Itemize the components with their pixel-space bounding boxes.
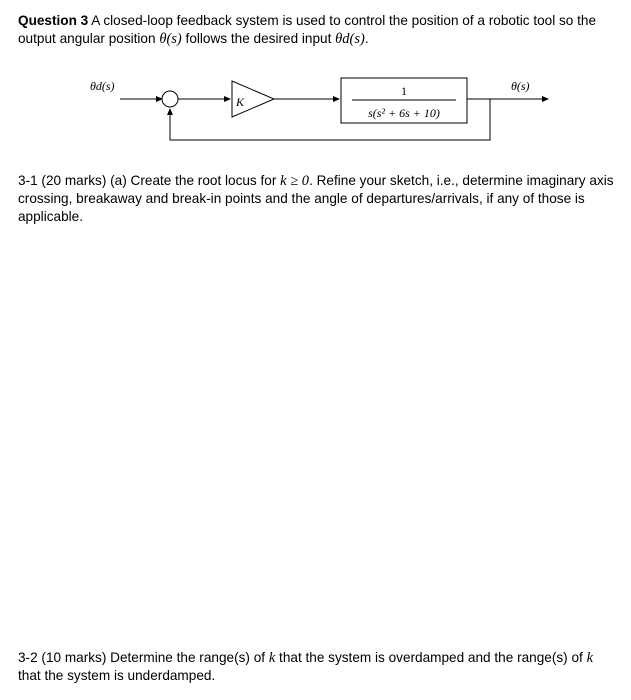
input-label: θd(s) <box>90 79 115 93</box>
question-title: Question 3 <box>18 13 89 28</box>
part2-middle: that the system is overdamped and the range(s) of <box>275 650 587 665</box>
part2-prefix: 3-2 (10 marks) Determine the range(s) of <box>18 650 269 665</box>
part2-k1: k <box>268 650 276 666</box>
summing-junction <box>162 91 178 107</box>
part2-k2: k <box>586 650 594 666</box>
input-symbol: θd(s) <box>335 31 365 47</box>
part1-text <box>18 172 618 226</box>
question-text-before: A closed-loop feedback system is used to control the position of a robotic tool so the output angular position <box>18 13 597 46</box>
part1-condition: k ≥ 0 <box>280 173 310 189</box>
gain-label: K <box>236 95 245 109</box>
block-diagram <box>0 0 631 160</box>
output-label: θ(s) <box>511 79 530 93</box>
question-text-middle: follows the desired input <box>181 31 336 46</box>
part1-suffix: . Refine your sketch, i.e., determine imaginary axis crossing, breakaway and break-in points and the angle of departures/arrivals, if any of those is applicable. <box>18 173 614 224</box>
tf-numerator: 1 <box>401 84 407 98</box>
output-symbol: θ(s) <box>159 31 182 47</box>
part2-text <box>18 649 618 685</box>
question-text-after: . <box>364 31 369 46</box>
tf-denominator: s(s² + 6s + 10) <box>368 106 440 120</box>
part1-prefix: 3-1 (20 marks) (a) Create the root locus for <box>18 173 281 188</box>
part2-suffix: that the system is underdamped. <box>18 668 216 683</box>
